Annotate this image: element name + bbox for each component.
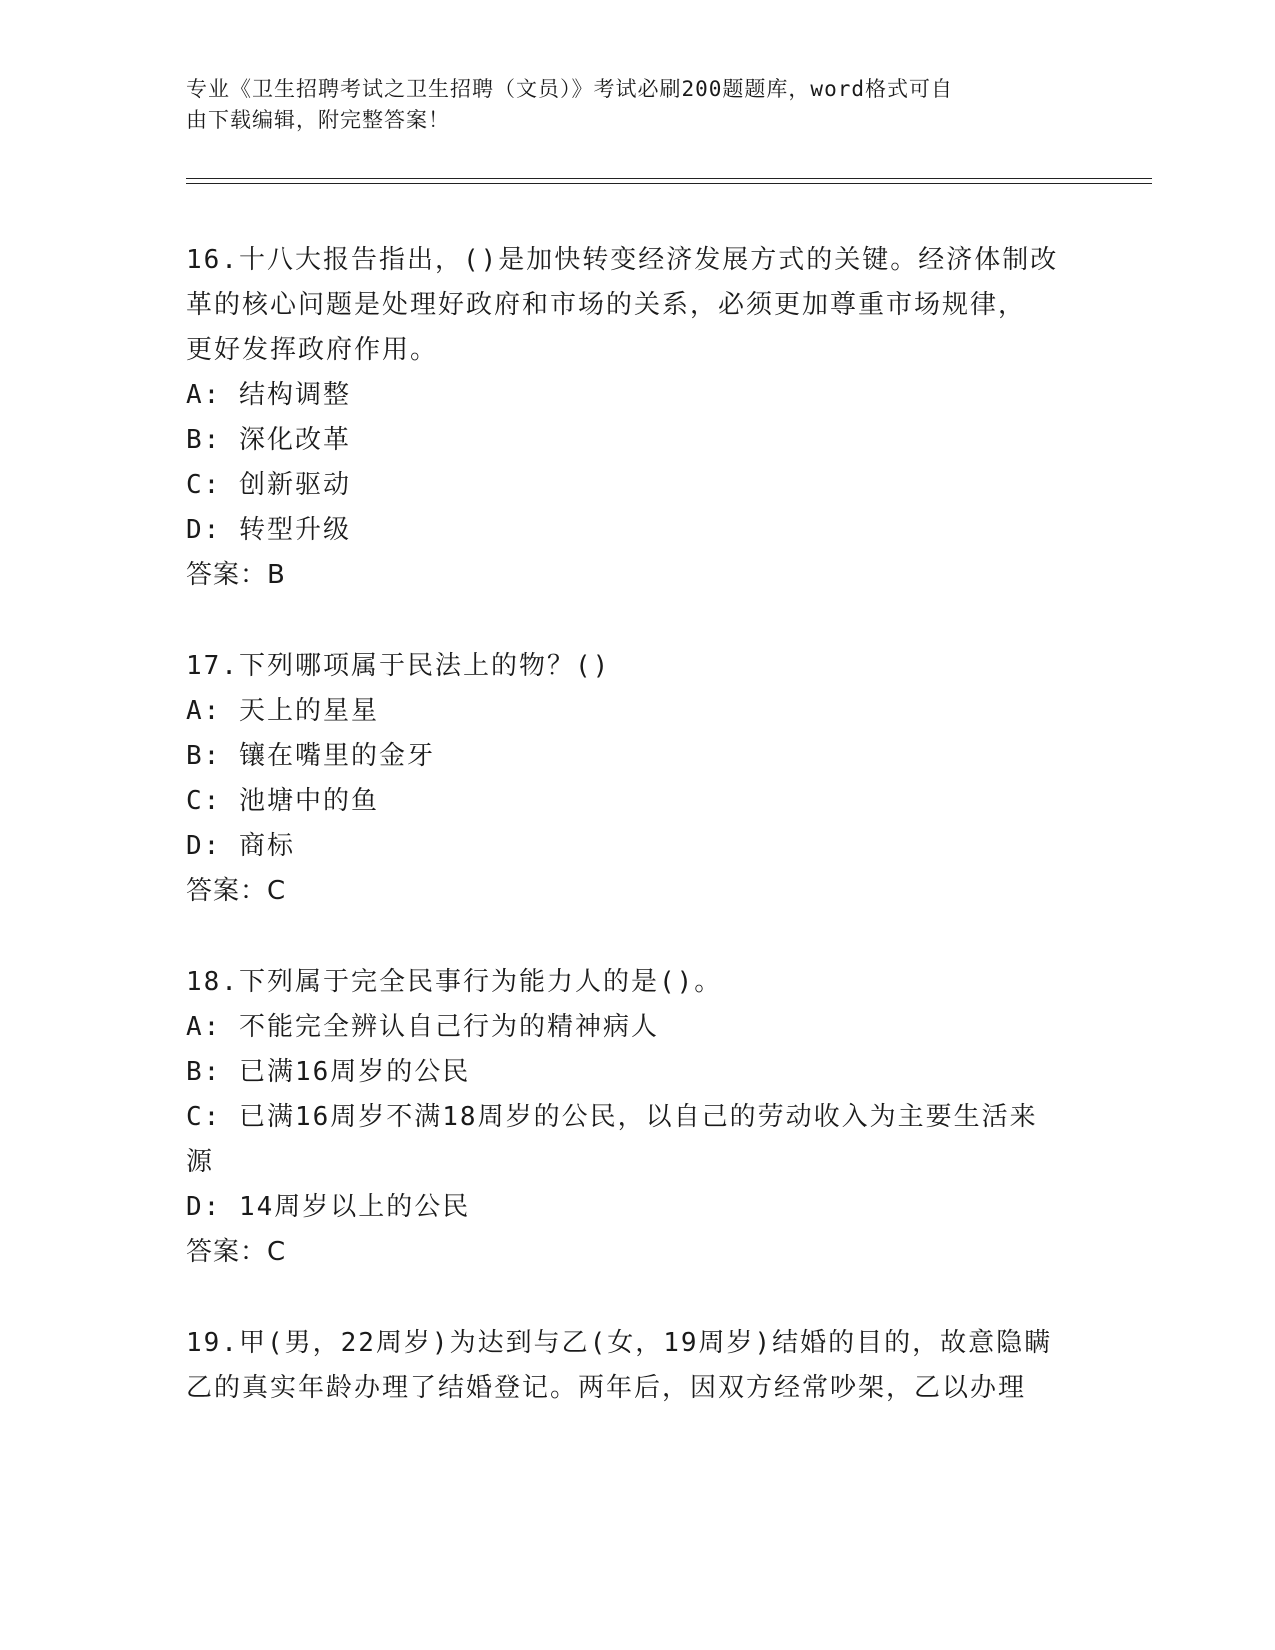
option-a: A: 天上的星星	[186, 696, 379, 726]
question-19	[186, 1321, 1086, 1411]
question-17	[186, 644, 1086, 914]
option-c: C: 创新驱动	[186, 470, 351, 500]
question-spacer	[186, 914, 1086, 960]
option-c: C: 池塘中的鱼	[186, 786, 379, 816]
question-text: 17.下列哪项属于民法上的物？()	[186, 651, 611, 681]
question-text: 乙的真实年龄办理了结婚登记。两年后，因双方经常吵架，乙以办理	[186, 1373, 1027, 1403]
option-d: D: 转型升级	[186, 515, 351, 545]
answer: 答案：C	[186, 1237, 287, 1267]
question-text: 16.十八大报告指出，()是加快转变经济发展方式的关键。经济体制改	[186, 245, 1059, 275]
option-b: B: 镶在嘴里的金牙	[186, 741, 435, 771]
question-spacer	[186, 1275, 1086, 1321]
question-text: 革的核心问题是处理好政府和市场的关系，必须更加尊重市场规律，	[186, 290, 1027, 320]
option-d: D: 商标	[186, 831, 295, 861]
document-header	[186, 74, 1066, 136]
header-rule	[186, 183, 1152, 184]
answer: 答案：B	[186, 560, 286, 590]
question-text: 更好发挥政府作用。	[186, 335, 439, 365]
question-list	[186, 238, 1086, 1411]
question-text: 19.甲(男，22周岁)为达到与乙(女，19周岁)结婚的目的，故意隐瞒	[186, 1328, 1053, 1358]
header-line: 由下载编辑，附完整答案！	[186, 108, 450, 132]
option-d: D: 14周岁以上的公民	[186, 1192, 471, 1222]
header-rule	[186, 178, 1152, 179]
question-spacer	[186, 598, 1086, 644]
question-text: 18.下列属于完全民事行为能力人的是()。	[186, 967, 723, 997]
question-18	[186, 960, 1086, 1275]
option-b: B: 深化改革	[186, 425, 351, 455]
option-b: B: 已满16周岁的公民	[186, 1057, 471, 1087]
option-c: C: 已满16周岁不满18周岁的公民，以自己的劳动收入为主要生活来	[186, 1102, 1038, 1132]
option-a: A: 不能完全辨认自己行为的精神病人	[186, 1012, 659, 1042]
header-line: 专业《卫生招聘考试之卫生招聘（文员）》考试必刷200题题库，word格式可自	[186, 77, 953, 101]
option-a: A: 结构调整	[186, 380, 351, 410]
answer: 答案：C	[186, 876, 287, 906]
option-c-continued: 源	[186, 1147, 215, 1177]
question-16	[186, 238, 1086, 598]
